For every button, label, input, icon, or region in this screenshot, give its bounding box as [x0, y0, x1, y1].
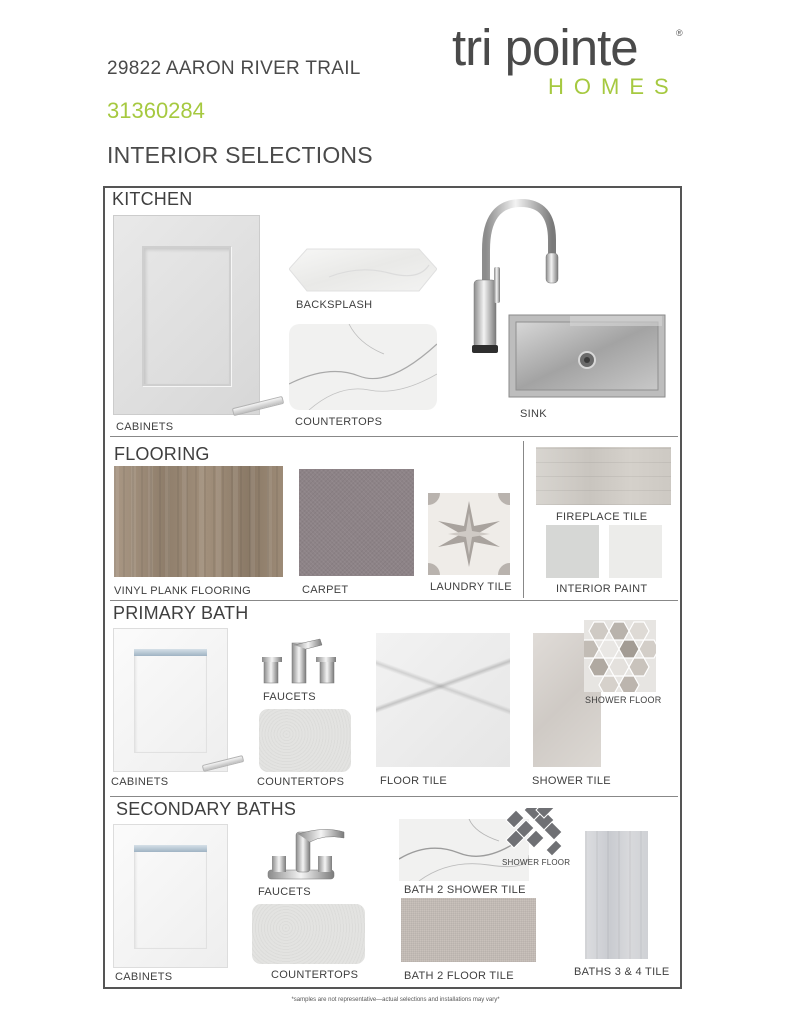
fireplace-tile-image	[536, 447, 671, 505]
backsplash-tile-image	[289, 247, 437, 295]
baths-3-4-tile-image	[585, 831, 648, 959]
label-primary-bath-faucets: FAUCETS	[263, 691, 316, 703]
section-heading-kitchen: KITCHEN	[112, 189, 193, 209]
property-address: 29822 AARON RIVER TRAIL	[107, 58, 361, 79]
label-fireplace-tile: FIREPLACE TILE	[556, 511, 648, 523]
cabinet-door-rail	[134, 649, 207, 656]
footer-disclaimer: *samples are not representative—actual selections and installations may vary*	[291, 997, 500, 1003]
label-vinyl-plank-flooring: VINYL PLANK FLOORING	[114, 585, 252, 597]
secondary-bath-faucet-image	[264, 822, 350, 882]
label-laundry-tile: LAUNDRY TILE	[430, 581, 512, 593]
label-backsplash: BACKSPLASH	[296, 299, 373, 311]
primary-shower-floor-hex-mosaic-image	[584, 620, 656, 692]
secondary-bath-cabinet-door-image	[113, 824, 228, 968]
vinyl-plank-flooring-image	[114, 466, 283, 577]
interior-paint-swatch-2	[609, 525, 662, 578]
kitchen-cabinet-door-image	[113, 215, 260, 415]
primary-bath-faucet-image	[260, 635, 340, 687]
label-carpet: CARPET	[302, 584, 349, 596]
interior-paint-swatch-1	[546, 525, 599, 578]
section-heading-secondary-baths: SECONDARY BATHS	[116, 799, 297, 819]
cabinet-door-panel	[134, 845, 207, 949]
logo-subtitle: HOMES	[548, 74, 679, 99]
label-floor-tile: FLOOR TILE	[380, 775, 447, 787]
section-divider	[110, 436, 678, 437]
label-primary-bath-cabinets: CABINETS	[111, 776, 169, 788]
label-interior-paint: INTERIOR PAINT	[556, 583, 648, 595]
logo-registered-mark: ®	[676, 28, 683, 38]
label-kitchen-cabinets: CABINETS	[116, 421, 174, 433]
logo-wordmark: tri pointe	[452, 19, 638, 76]
section-heading-primary-bath: PRIMARY BATH	[113, 603, 249, 623]
label-shower-tile: SHOWER TILE	[532, 775, 611, 787]
cabinet-door-panel	[142, 246, 231, 386]
label-primary-bath-countertops: COUNTERTOPS	[257, 776, 345, 788]
label-secondary-bath-faucets: FAUCETS	[258, 886, 311, 898]
label-bath2-floor-tile: BATH 2 FLOOR TILE	[404, 970, 514, 982]
label-kitchen-countertops: COUNTERTOPS	[295, 416, 383, 428]
carpet-image	[299, 469, 414, 576]
section-heading-flooring: FLOORING	[114, 444, 210, 464]
page-title: INTERIOR SELECTIONS	[107, 142, 373, 168]
label-baths-3-4-tile: BATHS 3 & 4 TILE	[574, 966, 670, 978]
section-divider	[110, 796, 678, 797]
kitchen-countertop-image	[289, 324, 437, 410]
label-secondary-shower-floor: SHOWER FLOOR	[502, 858, 571, 867]
label-bath2-shower-tile: BATH 2 SHOWER TILE	[404, 884, 526, 896]
cabinet-door-panel	[134, 649, 207, 753]
primary-bath-cabinet-door-image	[113, 628, 228, 772]
primary-bath-countertop-image	[259, 709, 351, 772]
primary-bath-floor-tile-image	[376, 633, 510, 767]
section-divider	[110, 600, 678, 601]
cabinet-door-rail	[134, 845, 207, 852]
label-primary-shower-floor: SHOWER FLOOR	[585, 695, 662, 705]
label-secondary-bath-cabinets: CABINETS	[115, 971, 173, 983]
secondary-bath-countertop-image	[252, 904, 365, 964]
label-sink: SINK	[520, 408, 547, 420]
lot-number: 31360284	[107, 98, 205, 123]
secondary-shower-floor-herringbone-image	[504, 808, 564, 858]
bath2-floor-tile-image	[401, 898, 536, 962]
laundry-tile-image	[428, 493, 510, 575]
label-secondary-bath-countertops: COUNTERTOPS	[271, 969, 359, 981]
kitchen-sink-image	[508, 314, 666, 398]
section-vertical-divider	[523, 441, 524, 598]
